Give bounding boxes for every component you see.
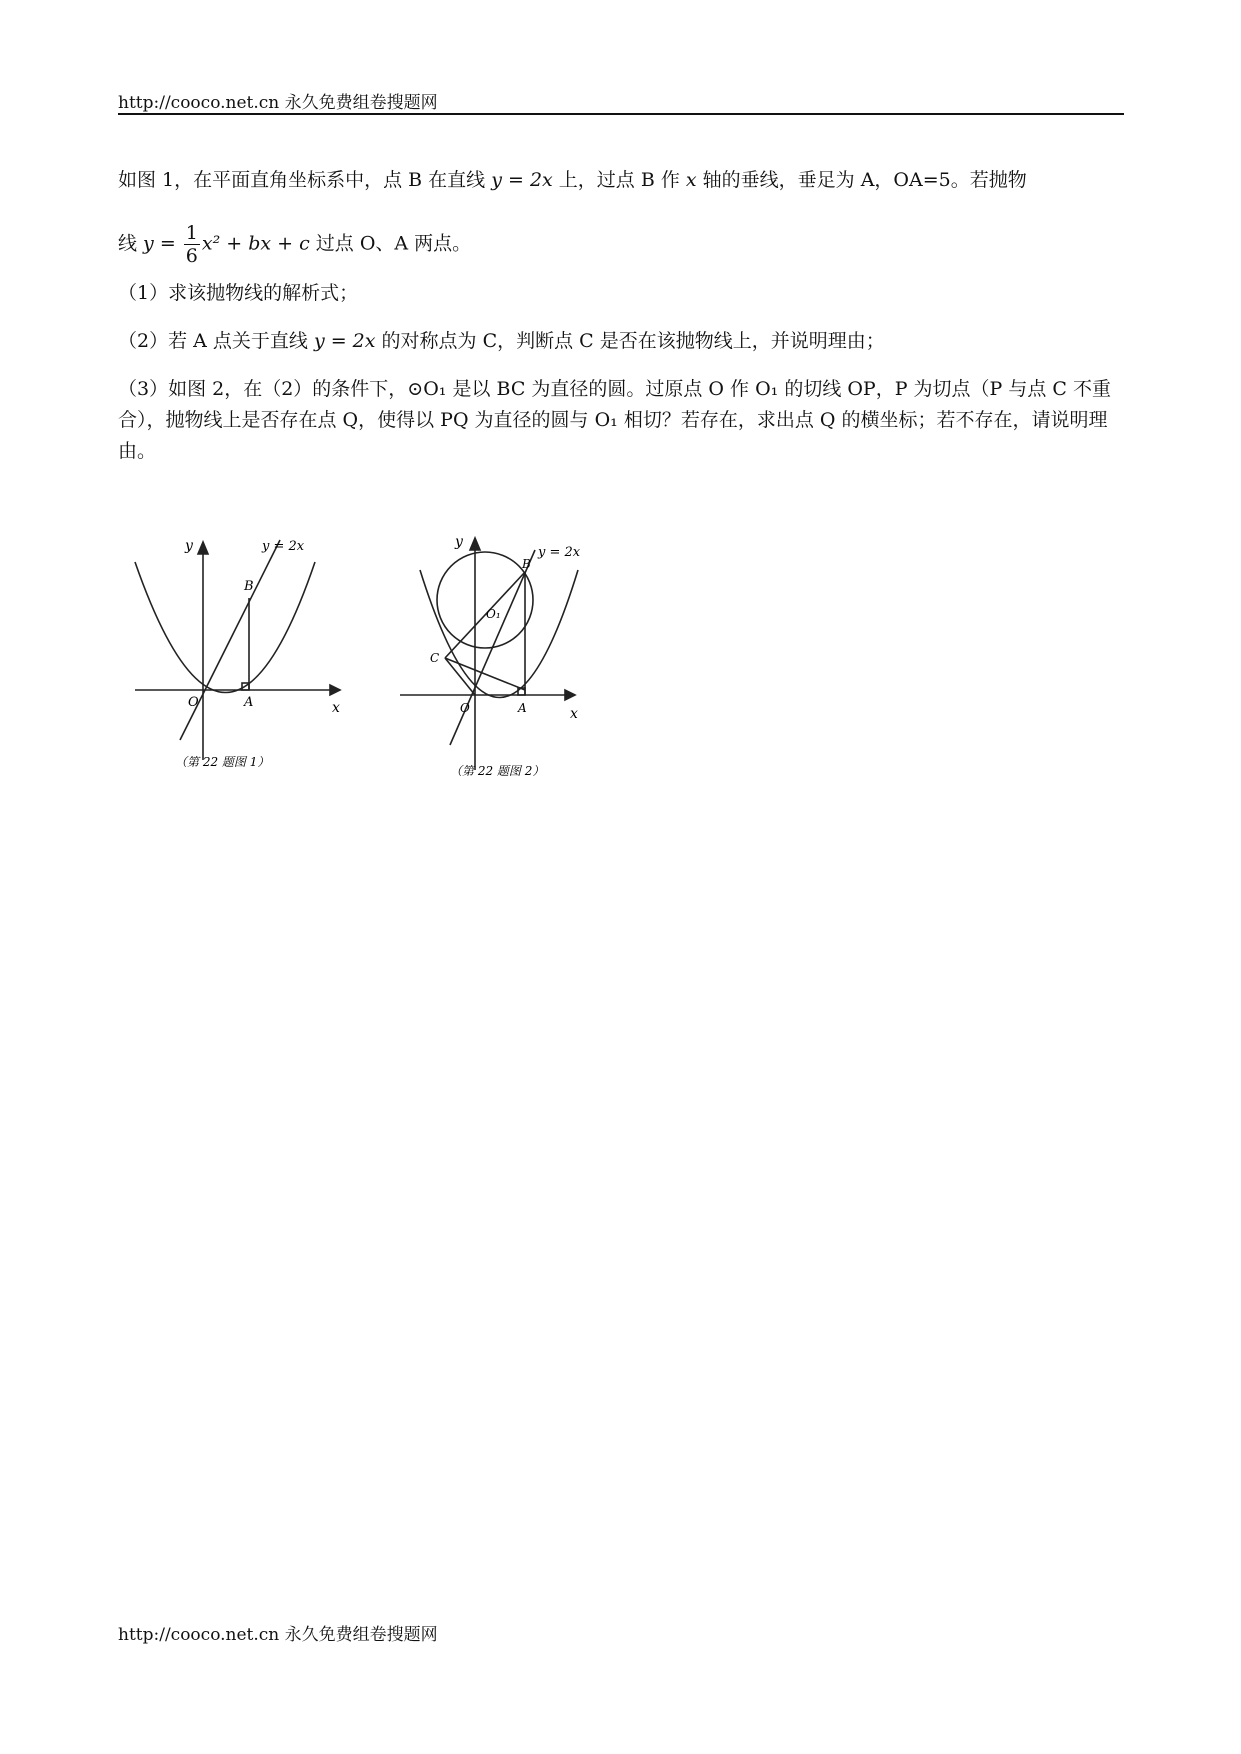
page-footer: http://cooco.net.cn 永久免费组卷搜题网 [118,1625,438,1645]
fraction-denominator: 6 [185,245,198,267]
parabola-text-b: 过点 O、A 两点。 [309,232,472,255]
figure-2 [400,520,640,794]
label-O: O [460,701,470,715]
label-line: y = 2x [538,545,581,560]
parabola-statement [118,222,1124,267]
figure-1-caption: （第 22 题图 1） [175,755,270,769]
label-y: y [185,538,193,554]
y-axis-arrow [470,538,480,550]
x-axis-arrow [565,690,575,700]
figure-1 [130,520,370,794]
question-1: （1）求该抛物线的解析式； [118,282,359,304]
parabola-y: y = [143,232,182,255]
question-2-text-a: （2）若 A 点关于直线 [118,330,314,352]
x-axis-symbol: x [685,169,697,191]
label-y: y [455,534,463,550]
question-2 [118,326,1124,357]
label-A: A [518,701,527,715]
line-equation: y = 2x [491,169,553,191]
label-x: x [332,700,340,716]
intro-text-a: 如图 1，在平面直角坐标系中，点 B 在直线 [118,169,492,191]
parabola [135,562,315,693]
label-O1: O₁ [486,607,501,621]
diameter-BC [445,572,525,658]
label-x: x [570,706,578,722]
question-3: （3）如图 2，在（2）的条件下，⊙O₁ 是以 BC 为直径的圆。过原点 O 作 O₁ 的切线 OP，P 为切点（P 与点 C 不重合），抛物线上是否存在点 Q，使得以 PQ 为直径的圆与 O₁ 相切？若存在，求出点 Q 的横坐标；若不存在，请说明理由。 [118,378,1111,462]
question-2-equation: y = 2x [313,330,376,352]
label-B: B [522,557,531,571]
parabola-terms: x² + bx + c [201,232,310,255]
figure-1-diagram [130,520,370,790]
line-y-2x [180,540,280,740]
intro-text-b: 上，过点 B 作 [552,169,686,191]
figures [130,520,650,790]
page-header: http://cooco.net.cn 永久免费组卷搜题网 [118,93,438,113]
label-A: A [244,695,254,710]
intro-text-c: 轴的垂线，垂足为 A，OA=5。若抛物 [696,169,1027,191]
figure-2-diagram [400,520,640,790]
problem-intro [118,165,1124,196]
x-axis-arrow [330,685,340,695]
parabola-text-a: 线 [118,232,144,255]
label-C: C [430,651,440,665]
label-B: B [244,579,254,594]
header-divider [118,113,1124,115]
label-O: O [188,695,199,710]
figure-2-caption: （第 22 题图 2） [450,764,545,778]
fraction [184,222,200,267]
label-line: y = 2x [262,539,305,554]
circle-O1 [437,552,533,648]
fraction-numerator: 1 [185,222,198,244]
y-axis-arrow [198,542,208,554]
question-2-text-b: 的对称点为 C，判断点 C 是否在该抛物线上，并说明理由； [375,330,885,352]
